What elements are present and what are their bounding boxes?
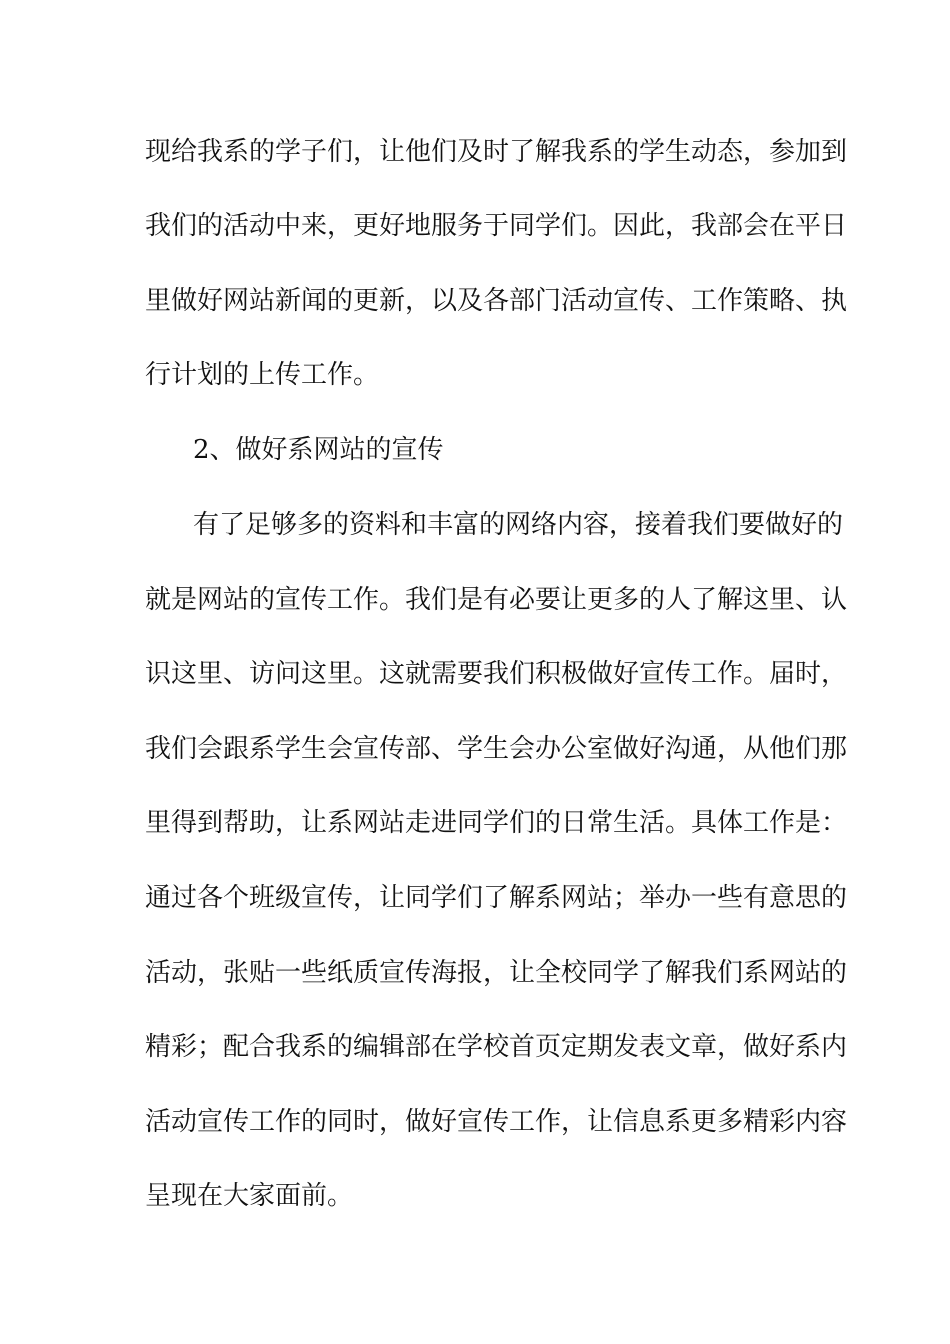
paragraph-line: 活动，张贴一些纸质宣传海报，让全校同学了解我们系网站的 <box>145 958 848 988</box>
paragraph-line: 精彩；配合我系的编辑部在学校首页定期发表文章，做好系内 <box>145 1032 848 1062</box>
paragraph-line: 活动宣传工作的同时，做好宣传工作，让信息系更多精彩内容 <box>145 1107 848 1137</box>
paragraph-line: 就是网站的宣传工作。我们是有必要让更多的人了解这里、认 <box>145 585 848 615</box>
section-heading: 2、做好系网站的宣传 <box>193 435 444 465</box>
paragraph-line: 呈现在大家面前。 <box>145 1181 354 1211</box>
paragraph-line: 有了足够多的资料和丰富的网络内容，接着我们要做好的 <box>193 510 844 540</box>
paragraph-line: 我们的活动中来，更好地服务于同学们。因此，我部会在平日 <box>145 211 848 241</box>
paragraph-line: 通过各个班级宣传，让同学们了解系网站；举办一些有意思的 <box>145 883 848 913</box>
paragraph-line: 里得到帮助，让系网站走进同学们的日常生活。具体工作是： <box>145 808 848 838</box>
paragraph-line: 里做好网站新闻的更新，以及各部门活动宣传、工作策略、执 <box>145 286 848 316</box>
paragraph-line: 行计划的上传工作。 <box>145 360 380 390</box>
paragraph-line: 识这里、访问这里。这就需要我们积极做好宣传工作。届时， <box>145 659 848 689</box>
paragraph-line: 现给我系的学子们，让他们及时了解我系的学生动态，参加到 <box>145 137 848 167</box>
paragraph-line: 我们会跟系学生会宣传部、学生会办公室做好沟通，从他们那 <box>145 734 848 764</box>
